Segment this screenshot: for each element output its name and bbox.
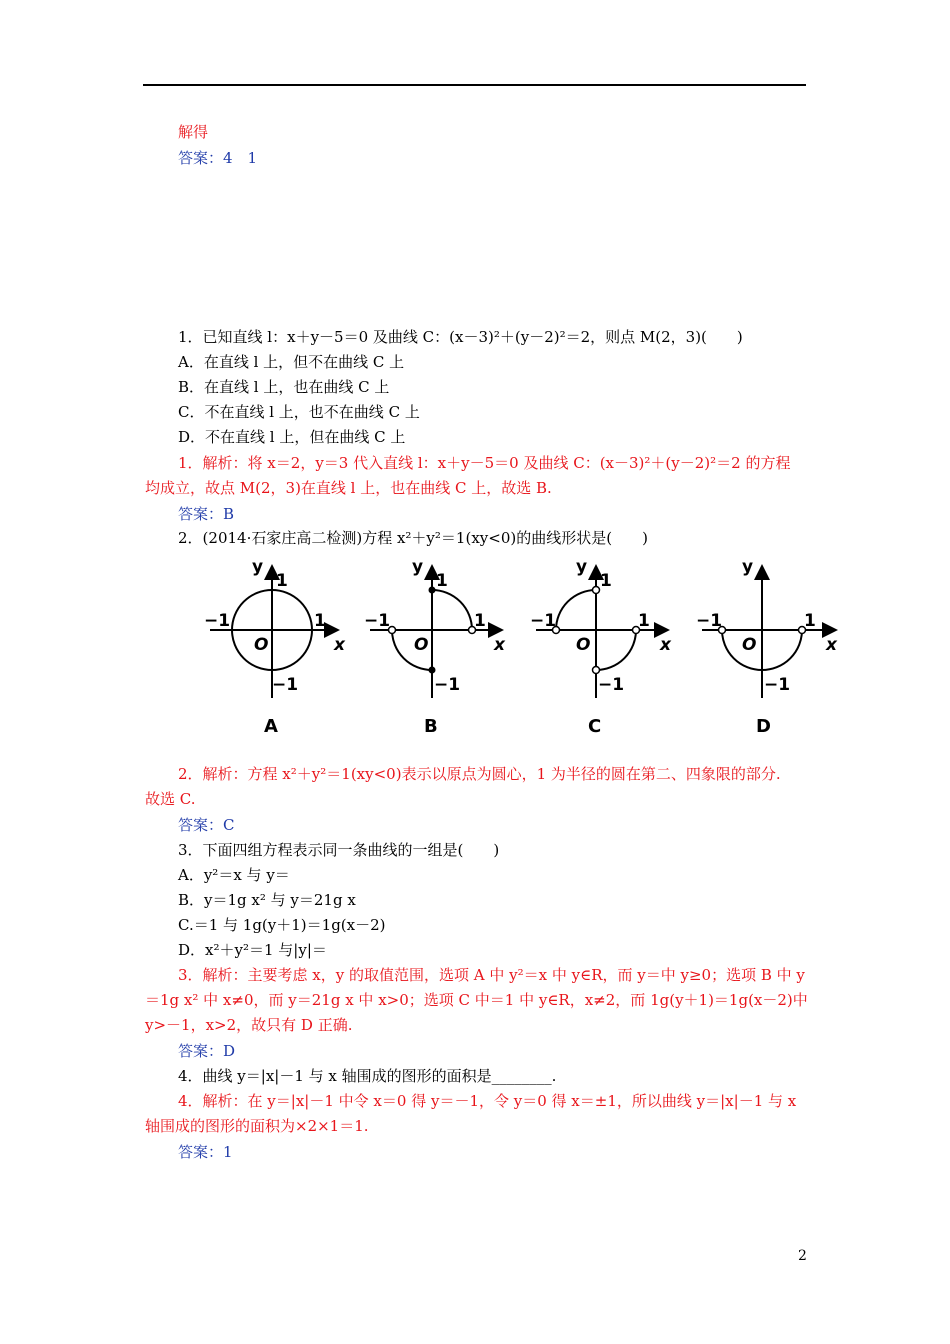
q1-option-b: B．在直线 l 上，也在曲线 C 上 — [178, 378, 390, 396]
q1-option-d: D．不在直线 l 上，但在曲线 C 上 — [178, 428, 406, 446]
q3-analysis-line3: y>－1，x>2，故只有 D 正确. — [145, 1016, 353, 1034]
q2-answer: 答案：C — [178, 816, 235, 834]
q3-option-a: A．y²＝x 与 y＝ — [178, 866, 290, 884]
panel-d-origin: O — [742, 635, 757, 655]
panel-d-tick-pos-x: 1 — [804, 611, 816, 631]
panel-a-tick-neg-y: −1 — [272, 675, 299, 695]
q2-analysis-line1: 2．解析：方程 x²＋y²＝1(xy<0)表示以原点为圆心，1 为半径的圆在第二、四象限的部分. — [178, 765, 781, 783]
q1-option-a: A．在直线 l 上，但不在曲线 C 上 — [178, 353, 405, 371]
panel-c-tick-neg-x: −1 — [530, 611, 557, 631]
panel-c-tick-neg-y: −1 — [598, 675, 625, 695]
panel-a-tick-pos-x: 1 — [314, 611, 326, 631]
panel-d-tick-neg-x: −1 — [696, 611, 723, 631]
q4-stem: 4．曲线 y＝|x|－1 与 x 轴围成的图形的面积是________. — [178, 1067, 557, 1085]
q1-stem: 1．已知直线 l：x＋y－5＝0 及曲线 C：(x－3)²＋(y－2)²＝2，则点 M(2，3)( ) — [178, 328, 743, 346]
q3-analysis-line2: ＝1g x² 中 x≠0，而 y＝21g x 中 x>0；选项 C 中＝1 中 y∈R，x≠2，而 1g(y＋1)＝1g(x－2)中 — [145, 991, 808, 1009]
panel-c-label: C — [588, 716, 602, 737]
q1-analysis-line1: 1．解析：将 x＝2，y＝3 代入直线 l：x＋y－5＝0 及曲线 C：(x－3)²＋(y－2)²＝2 的方程 — [178, 454, 791, 472]
q3-option-d: D．x²＋y²＝1 与|y|＝ — [178, 941, 327, 959]
q3-option-b: B．y＝1g x² 与 y＝21g x — [178, 891, 356, 909]
panel-b-tick-pos-y: 1 — [436, 571, 448, 591]
panel-b-x-label: x — [494, 635, 505, 655]
panel-a — [204, 557, 346, 737]
panel-a-label: A — [264, 716, 278, 737]
panel-b-label: B — [424, 716, 438, 737]
q4-analysis-line1: 4．解析：在 y＝|x|－1 中令 x＝0 得 y＝－1，令 y＝0 得 x＝±1，所以曲线 y＝|x|－1 与 x — [178, 1092, 797, 1110]
panel-a-tick-neg-x: −1 — [204, 611, 231, 631]
panel-a-y-label: y — [252, 557, 264, 577]
page-number: 2 — [798, 1248, 807, 1264]
q3-option-c: C.＝1 与 1g(y＋1)＝1g(x－2) — [178, 916, 386, 934]
panel-d-label: D — [756, 716, 771, 737]
q2-stem: 2．(2014·石家庄高二检测)方程 x²＋y²＝1(xy<0)的曲线形状是( ) — [178, 529, 648, 547]
q4-answer: 答案：1 — [178, 1143, 233, 1161]
solve-label: 解得 — [178, 123, 209, 141]
panel-b-tick-pos-x: 1 — [474, 611, 486, 631]
panel-d-tick-neg-y: −1 — [764, 675, 791, 695]
panel-c-tick-pos-x: 1 — [638, 611, 650, 631]
panel-d — [696, 557, 838, 737]
panel-b-y-label: y — [412, 557, 424, 577]
panel-d-x-label: x — [826, 635, 837, 655]
q2-figure — [200, 556, 842, 738]
panel-c — [530, 557, 672, 737]
q2-analysis-line2: 故选 C. — [145, 790, 196, 808]
panel-d-y-label: y — [742, 557, 754, 577]
panel-b — [364, 557, 506, 737]
q3-stem: 3．下面四组方程表示同一条曲线的一组是( ) — [178, 841, 500, 859]
panel-c-origin: O — [576, 635, 591, 655]
panel-a-x-label: x — [334, 635, 345, 655]
panel-b-tick-neg-y: −1 — [434, 675, 461, 695]
panel-b-tick-neg-x: −1 — [364, 611, 391, 631]
answer-line: 答案：4 1 — [178, 149, 258, 167]
q4-analysis-line2: 轴围成的图形的面积为×2×1＝1. — [145, 1117, 369, 1135]
panel-c-y-label: y — [576, 557, 588, 577]
q2-figure-svg — [200, 556, 842, 738]
q3-analysis-line1: 3．解析：主要考虑 x，y 的取值范围，选项 A 中 y²＝x 中 y∈R，而 y＝中 y≥0；选项 B 中 y — [178, 966, 805, 984]
q1-answer: 答案：B — [178, 505, 235, 523]
header-rule — [143, 84, 806, 86]
panel-c-tick-pos-y: 1 — [600, 571, 612, 591]
panel-c-x-label: x — [660, 635, 671, 655]
panel-a-tick-pos-y: 1 — [276, 571, 288, 591]
q3-answer: 答案：D — [178, 1042, 236, 1060]
q1-analysis-line2: 均成立，故点 M(2，3)在直线 l 上，也在曲线 C 上，故选 B. — [145, 479, 552, 497]
panel-b-origin: O — [414, 635, 429, 655]
q1-option-c: C．不在直线 l 上，也不在曲线 C 上 — [178, 403, 420, 421]
panel-a-origin: O — [254, 635, 269, 655]
